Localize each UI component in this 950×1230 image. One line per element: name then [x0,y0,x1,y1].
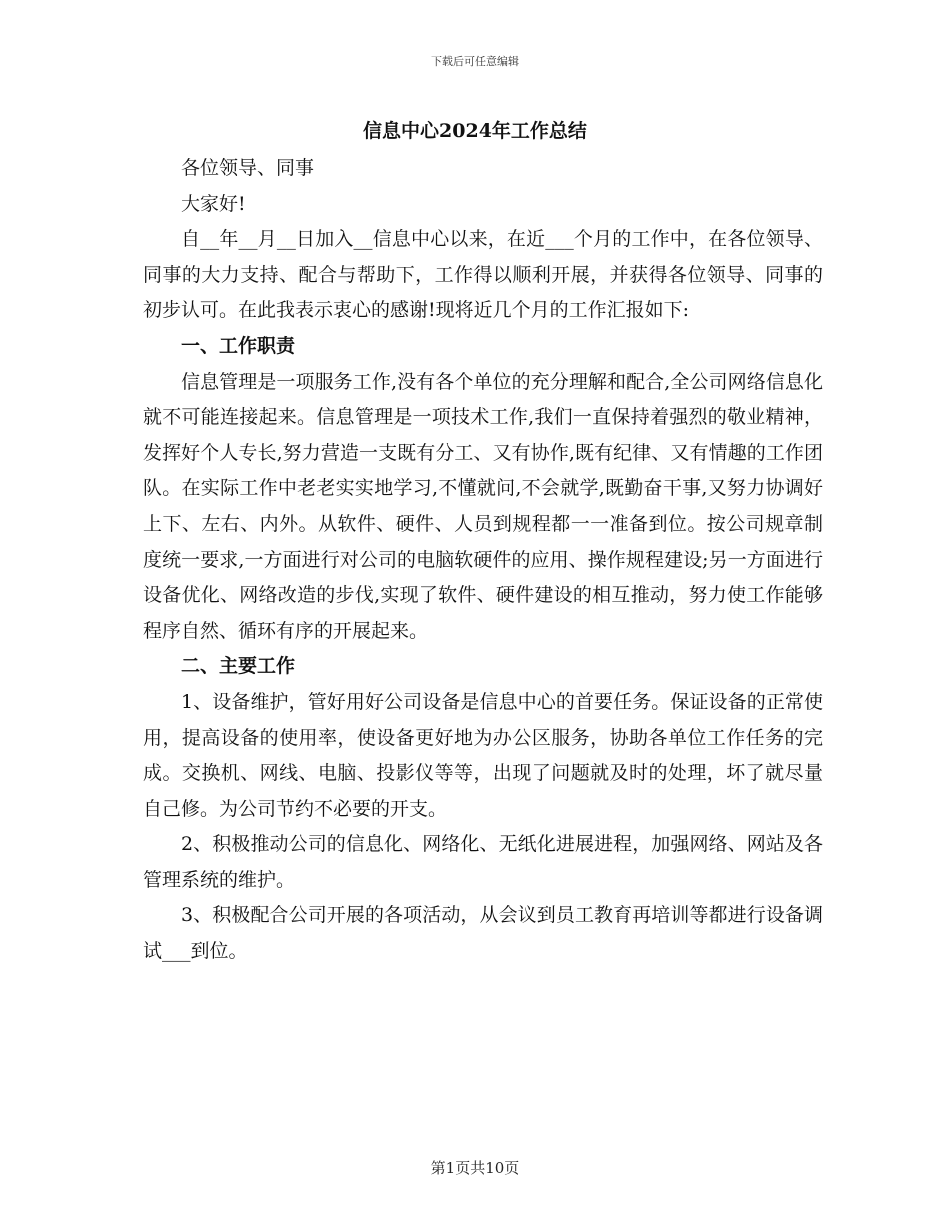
main-work-item-2: 2、积极推动公司的信息化、网络化、无纸化进展进程，加强网络、网站及各管理系统的维护。 [143,833,823,891]
header-note: 下载后可任意编辑 [431,55,519,68]
intro-paragraph: 自__年__月__日加入__信息中心以来，在近___个月的工作中，在各位领导、同事的大力支持、配合与帮助下，工作得以顺利开展，并获得各位领导、同事的初步认可。在此我表示衷心的感谢!现将近几个月的工作汇报如下: [143,228,823,322]
salutation: 各位领导、同事 [181,157,315,179]
main-work-item-1: 1、设备维护，管好用好公司设备是信息中心的首要任务。保证设备的正常使用，提高设备的使用率，使设备更好地为办公区服务，协助各单位工作任务的完成。交换机、网线、电脑、投影仪等等，出现了问题就及时的处理，坏了就尽量自己修。为公司节约不必要的开支。 [143,690,823,820]
document-title: 信息中心2024年工作总结 [363,120,587,142]
document-body [143,151,823,970]
duties-paragraph: 信息管理是一项服务工作,没有各个单位的充分理解和配合,全公司网络信息化就不可能连接起来。信息管理是一项技术工作,我们一直保持着强烈的敬业精神，发挥好个人专长,努力营造一支既有分工、又有协作,既有纪律、又有情趣的工作团队。在实际工作中老老实实地学习,不懂就问,不会就学,既勤奋干事,又努力协调好上下、左右、内外。从软件、硬件、人员到规程都一一准备到位。按公司规章制度统一要求,一方面进行对公司的电脑软硬件的应用、操作规程建设;另一方面进行设备优化、网络改造的步伐,实现了软件、硬件建设的相互推动，努力使工作能够程序自然、循环有序的开展起来。 [143,370,823,642]
main-work-item-3: 3、积极配合公司开展的各项活动，从会议到员工教育再培训等都进行设备调试___到位。 [143,904,823,963]
greeting: 大家好! [181,192,246,215]
section-heading-duties: 一、工作职责 [181,334,296,357]
page-number-footer: 第1页共10页 [430,1159,520,1177]
section-heading-main-work: 二、主要工作 [181,655,296,678]
